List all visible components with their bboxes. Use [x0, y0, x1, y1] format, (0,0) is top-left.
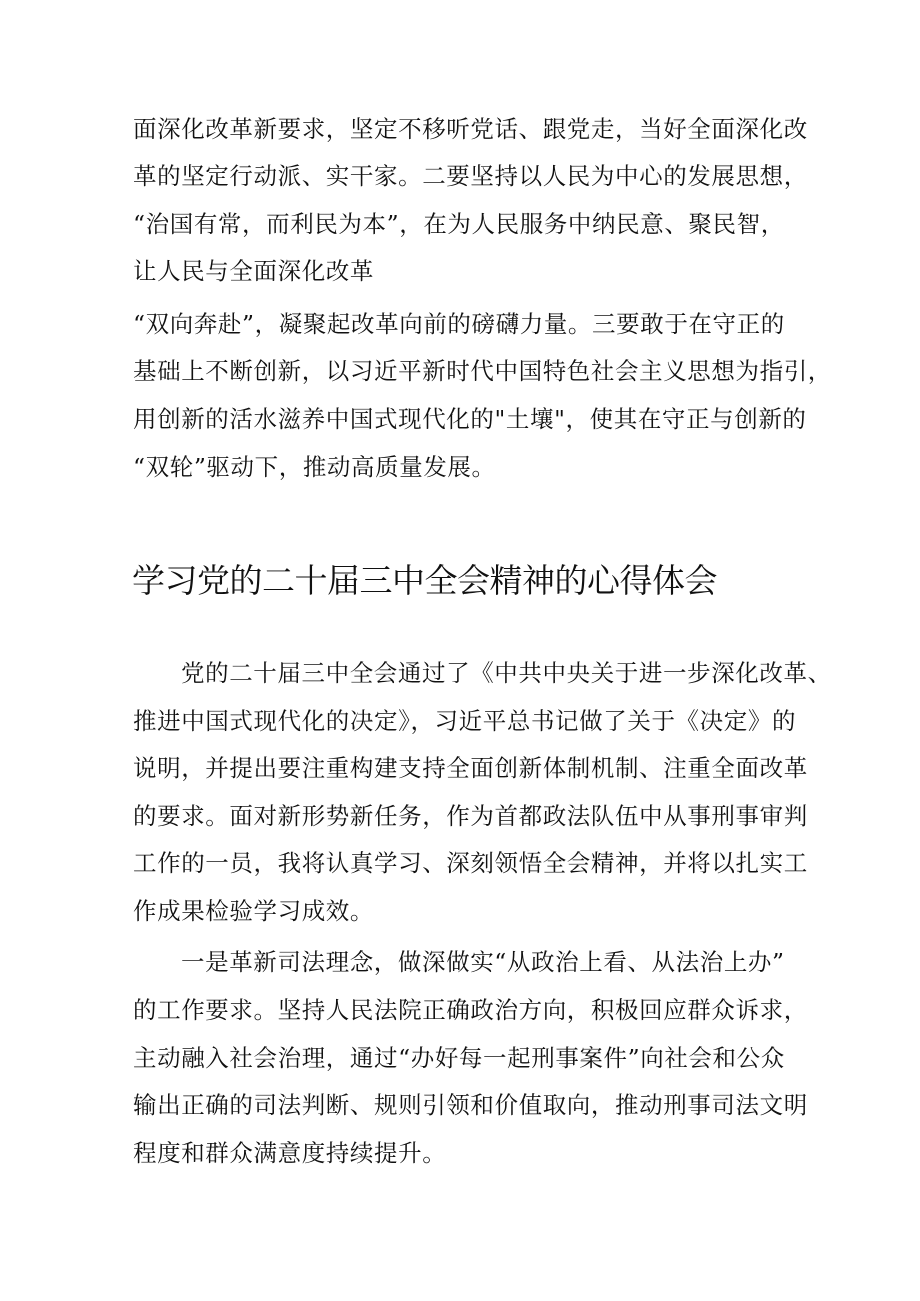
paragraph-line: 用创新的活水滋养中国式现代化的"土壤"，使其在守正与创新的 [133, 405, 807, 433]
paragraph-line: 程度和群众满意度持续提升。 [133, 1139, 447, 1167]
paragraph-line: 的工作要求。坚持人民法院正确政治方向，积极回应群众诉求， [133, 996, 808, 1024]
paragraph-line: “双轮”驱动下，推动高质量发展。 [133, 453, 496, 481]
paragraph-line: “双向奔赴”，凝聚起改革向前的磅礴力量。三要敢于在守正的 [133, 310, 785, 338]
paragraph-line: 主动融入社会治理，通过“办好每一起刑事案件”向社会和公众 [133, 1044, 785, 1072]
paragraph-line: 面深化改革新要求，坚定不移听党话、跟党走，当好全面深化改 [133, 115, 808, 143]
article-heading: 学习党的二十届三中全会精神的心得体会 [132, 561, 717, 600]
paragraph-line: 工作的一员，我将认真学习、深刻领悟全会精神，并将以扎实工 [133, 849, 808, 877]
paragraph-line: 基础上不断创新，以习近平新时代中国特色社会主义思想为指引， [133, 357, 832, 385]
paragraph-line: 推进中国式现代化的决定》，习近平总书记做了关于《决定》的 [133, 707, 797, 735]
paragraph-line: 革的坚定行动派、实干家。二要坚持以人民为中心的发展思想， [133, 162, 808, 190]
paragraph-line: 输出正确的司法判断、规则引领和价值取向，推动刑事司法文明 [133, 1091, 808, 1119]
paragraph-line: 让人民与全面深化改革 [133, 257, 374, 285]
paragraph-line: “治国有常，而利民为本”，在为人民服务中纳民意、聚民智， [133, 210, 785, 238]
paragraph-line: 的要求。面对新形势新任务，作为首都政法队伍中从事刑事审判 [133, 802, 808, 830]
paragraph-line: 党的二十届三中全会通过了《中共中央关于进一步深化改革、 [181, 659, 832, 687]
paragraph-line: 一是革新司法理念，做深做实“从政治上看、从法治上办” [181, 948, 785, 976]
paragraph-line: 作成果检验学习成效。 [133, 897, 374, 925]
paragraph-line: 说明，并提出要注重构建支持全面创新体制机制、注重全面改革 [133, 754, 808, 782]
